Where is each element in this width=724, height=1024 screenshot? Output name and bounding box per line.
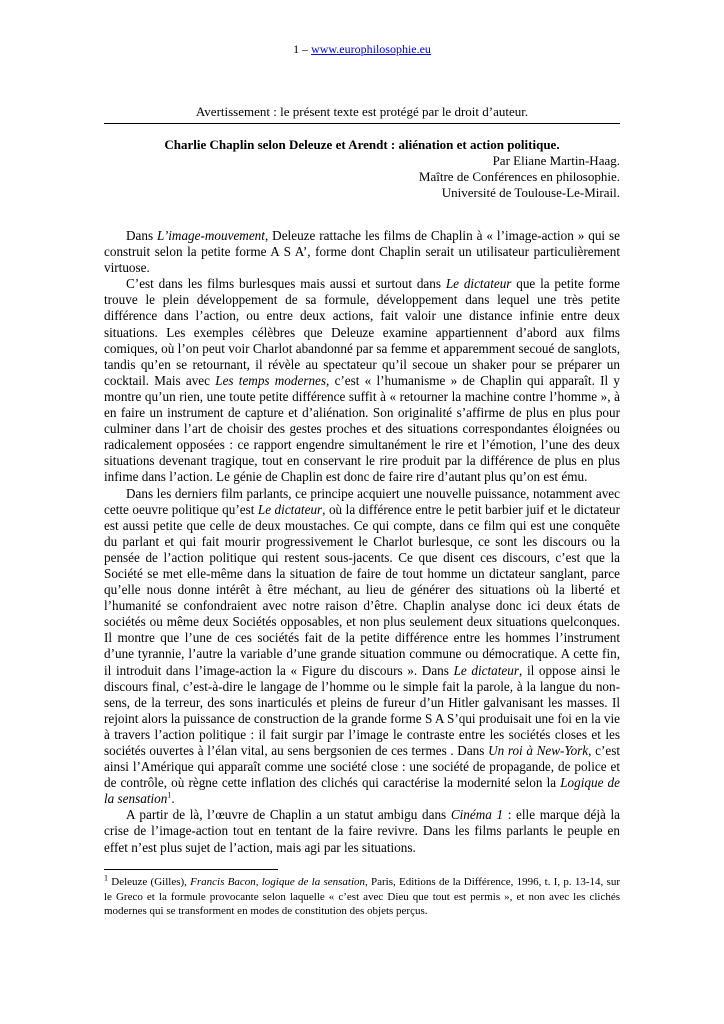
italic-title: Un roi à New-York xyxy=(488,743,589,758)
paragraph-2 xyxy=(104,276,620,485)
paragraph-4 xyxy=(104,807,620,855)
footnote-1 xyxy=(104,875,620,919)
italic-title: Le dictateur xyxy=(445,276,512,292)
author-position: Maître de Conférences en philosophie. xyxy=(418,169,620,184)
copyright-notice: Avertissement : le présent texte est protégé par le droit d’auteur. xyxy=(104,104,620,124)
text-run: , c’est ainsi l’Amérique qui apparaît comme une société close : une société de propagande, de police et de contrôle, où règne cette inflation des clichés qui caractérise la modernité selon la xyxy=(104,743,620,791)
header-separator: – xyxy=(299,42,312,56)
text-run: A partir de là, l’œuvre de Chaplin a un statut ambigu dans xyxy=(126,807,451,823)
paragraph-1 xyxy=(104,228,620,276)
author-university: Université de Toulouse-Le-Mirail. xyxy=(441,185,620,200)
italic-title: Les temps modernes xyxy=(215,372,327,388)
text-run: , Paris, Editions de la Différence, 1996, t. I, p. 13-14, sur le Greco et la formule provocante selon laquelle « c’est avec Dieu que tout est permis », et non avec les clichés modernes qui se transforment en modes de constitution des objets perçus. xyxy=(104,876,620,917)
site-link[interactable]: www.europhilosophie.eu xyxy=(311,42,431,56)
text-run: , où la différence entre le petit barbier juif et le dictateur est aussi petite que celle de deux moustaches. Ce qui compte, dans ce film qui est une conquête du parlant et qui fait mourir progressivement le Charlot burlesque, ce sont les discours ou la pensée de l’action politique qui restent sous-jacents. Ce que disent ces discours, c’est que la Société se met elle-même dans la situation de faire de tout homme un dictateur sanglant, parce qu’elle nous donne intérêt à être méchant, au lieu de générer des situations où la liberté et l’humanité se confondraient avec notre raison d’être. Chaplin analyse donc ici deux états de sociétés ou même deux Sociétés opposables, et non plus seulement deux situations quelconques. Il montre que l’une de ces sociétés fait de la petite différence entre les hommes l’instrument d’une tyrannie, l’autre la variable d’une grande situation commune ou démocratique. A cette fin, il introduit dans l’image-action la « Figure du discours ». Dans xyxy=(104,501,620,678)
footnote-ref[interactable]: 1 xyxy=(167,790,172,800)
italic-title: Logique de la sensation xyxy=(104,775,620,807)
italic-title: Le dictateur xyxy=(453,662,520,678)
page-header xyxy=(0,42,724,57)
text-run: C’est dans les films burlesques mais aussi et surtout dans xyxy=(126,276,446,292)
page-number: 1 xyxy=(293,42,300,56)
text-run: , Deleuze rattache les films de Chaplin à « l’image-action » qui se construit selon la petite forme A S A’, forme dont Chaplin serait un utilisateur particulièrement virtuose. xyxy=(104,228,620,276)
italic-title: Le dictateur xyxy=(257,501,323,517)
author-block xyxy=(419,153,620,201)
text-run: . xyxy=(171,791,175,807)
text-run: , c’est « l’humanisme » de Chaplin qui apparaît. Il y montre qu’un rien, une toute petite différence suffit à « retourner la machine contre l’homme », à en faire un instrument de capture et d’aliénation. Son originalité s’affirme de plus en plus pour culminer dans l’art de choisir des gestes proches et des situations correspondantes éloignées ou radicalement opposées : ce rapport engendre simultanément le rire et l’émotion, l’une des deux situations devenant tragique, tout en conservant le rire produit par la différence de plus en plus infime dans l’action. Le génie de Chaplin est donc de faire rire d’autant plus qu’on est ému. xyxy=(104,372,620,485)
italic-title: Cinéma 1 xyxy=(450,807,504,823)
text-run: que la petite forme trouve le plein développement de sa formule, développement dans lequel une très petite différence dans l’action, ou entre deux actions, fait valoir une distance infinie entre deux situations. Les exemples célèbres que Deleuze examine appartiennent d’abord aux films comiques, où l’on peut voir Charlot abandonné par sa femme et apparemment secoué de sanglots, tandis qu’en se retournant, il révèle au spectateur qu’il secoue un shaker pour se préparer un cocktail. Mais avec xyxy=(104,276,620,388)
text-run: : elle marque déjà la crise de l’image-action tout en tentant de la faire revivre. Dans les films parlants le peuple en effet n’est plus sujet de l’action, mais agi par les situations. xyxy=(104,807,621,855)
author-name: Par Eliane Martin-Haag. xyxy=(492,153,620,168)
italic-title: Francis Bacon, logique de la sensation xyxy=(190,876,366,888)
article-title: Charlie Chaplin selon Deleuze et Arendt : aliénation et action politique. xyxy=(164,137,560,152)
article-body xyxy=(104,228,620,856)
italic-title: L’image-mouvement xyxy=(157,228,265,243)
text-run: , il oppose ainsi le discours final, c’est-à-dire le langage de l’homme ou le simple fait la parole, à la langue du non-sens, de la terreur, des sons inarticulés et pleins de fureur d’un Hitler galvanisant les masses. Il rejoint alors la puissance de construction de la grande forme S A S’qui produisait une foi en la vie à travers l’action politique : il fait surgir par l’image le contraste entre les sociétés closes et les sociétés ouvertes à l’élan vital, au sens bergsonien de ces termes . Dans xyxy=(104,662,620,758)
text-run: Dans les derniers film parlants, ce principe acquiert une nouvelle puissance, notamment avec cette oeuvre politique qu’est xyxy=(104,485,620,517)
footnote-number: 1 xyxy=(104,873,108,883)
text-run: Dans xyxy=(126,228,158,243)
paragraph-3 xyxy=(104,486,620,808)
text-run: Deleuze (Gilles), xyxy=(108,876,191,888)
footnote-divider xyxy=(104,869,278,870)
